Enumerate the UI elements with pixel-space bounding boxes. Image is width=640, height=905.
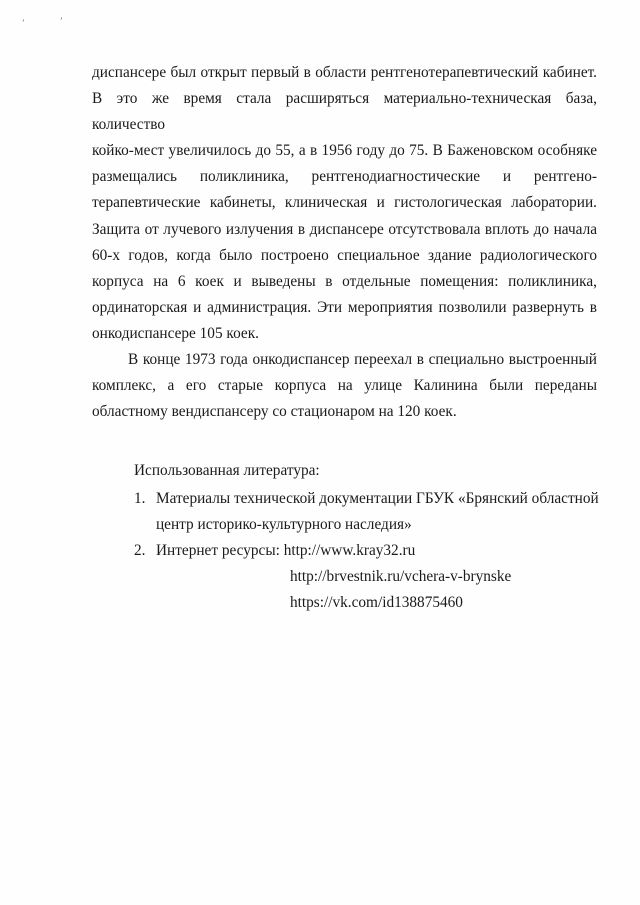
document-body <box>92 60 597 425</box>
scan-artifact-mark: ʼ <box>60 16 63 25</box>
references-section <box>134 458 604 617</box>
references-list <box>134 486 604 616</box>
reference-number: 2. <box>134 542 146 560</box>
reference-url-link[interactable]: https://vk.com/id138875460 <box>290 594 463 612</box>
text-line: онкодиспансере 105 коек. <box>92 324 259 342</box>
reference-url-line <box>156 538 604 564</box>
text-line: 60-х годов, когда было построено специальное здание радиологического <box>92 246 597 264</box>
text-line: размещались поликлиника, рентгенодиагностические и рентгено- <box>92 168 597 186</box>
reference-label: Интернет ресурсы: <box>156 542 280 560</box>
text-line: койко-мест увеличилось до 55, а в 1956 году до 75. В Баженовском особняке <box>92 142 597 160</box>
text-line: комплекс, а его старые корпуса на улице Калинина были переданы <box>92 377 597 395</box>
text-line: Защита от лучевого излучения в диспансере отсутствовала вплоть до начала <box>92 220 597 238</box>
text-line: корпуса на 6 коек и выведены в отдельные помещения: поликлиника, <box>92 272 597 290</box>
paragraph-continued <box>92 60 597 347</box>
reference-item <box>134 486 604 538</box>
text-line: терапевтические кабинеты, клиническая и гистологическая лаборатории. <box>92 194 597 212</box>
reference-text-line: Материалы технической документации ГБУК «Брянский областной <box>156 490 599 508</box>
scan-artifact-mark: ʼ <box>22 18 25 27</box>
references-heading: Использованная литература: <box>134 462 320 479</box>
paragraph-relocation <box>92 347 597 425</box>
text-line: В это же время стала расширяться материально-техническая база, количество <box>92 90 597 134</box>
reference-text-line: центр историко-культурного наследия» <box>156 516 412 534</box>
text-line: ординаторская и администрация. Эти мероприятия позволили развернуть в <box>92 298 597 316</box>
text-line: областному вендиспансеру со стационаром на 120 коек. <box>92 403 457 421</box>
reference-url-link[interactable]: http://brvestnik.ru/vchera-v-brynske <box>290 568 512 586</box>
text-line: В конце 1973 года онкодиспансер переехал в специально выстроенный <box>128 351 597 369</box>
text-line: диспансере был открыт первый в области рентгенотерапевтический кабинет. <box>92 64 597 81</box>
reference-url-link[interactable]: http://www.kray32.ru <box>283 542 416 560</box>
reference-number: 1. <box>134 490 146 508</box>
reference-item <box>134 538 604 616</box>
